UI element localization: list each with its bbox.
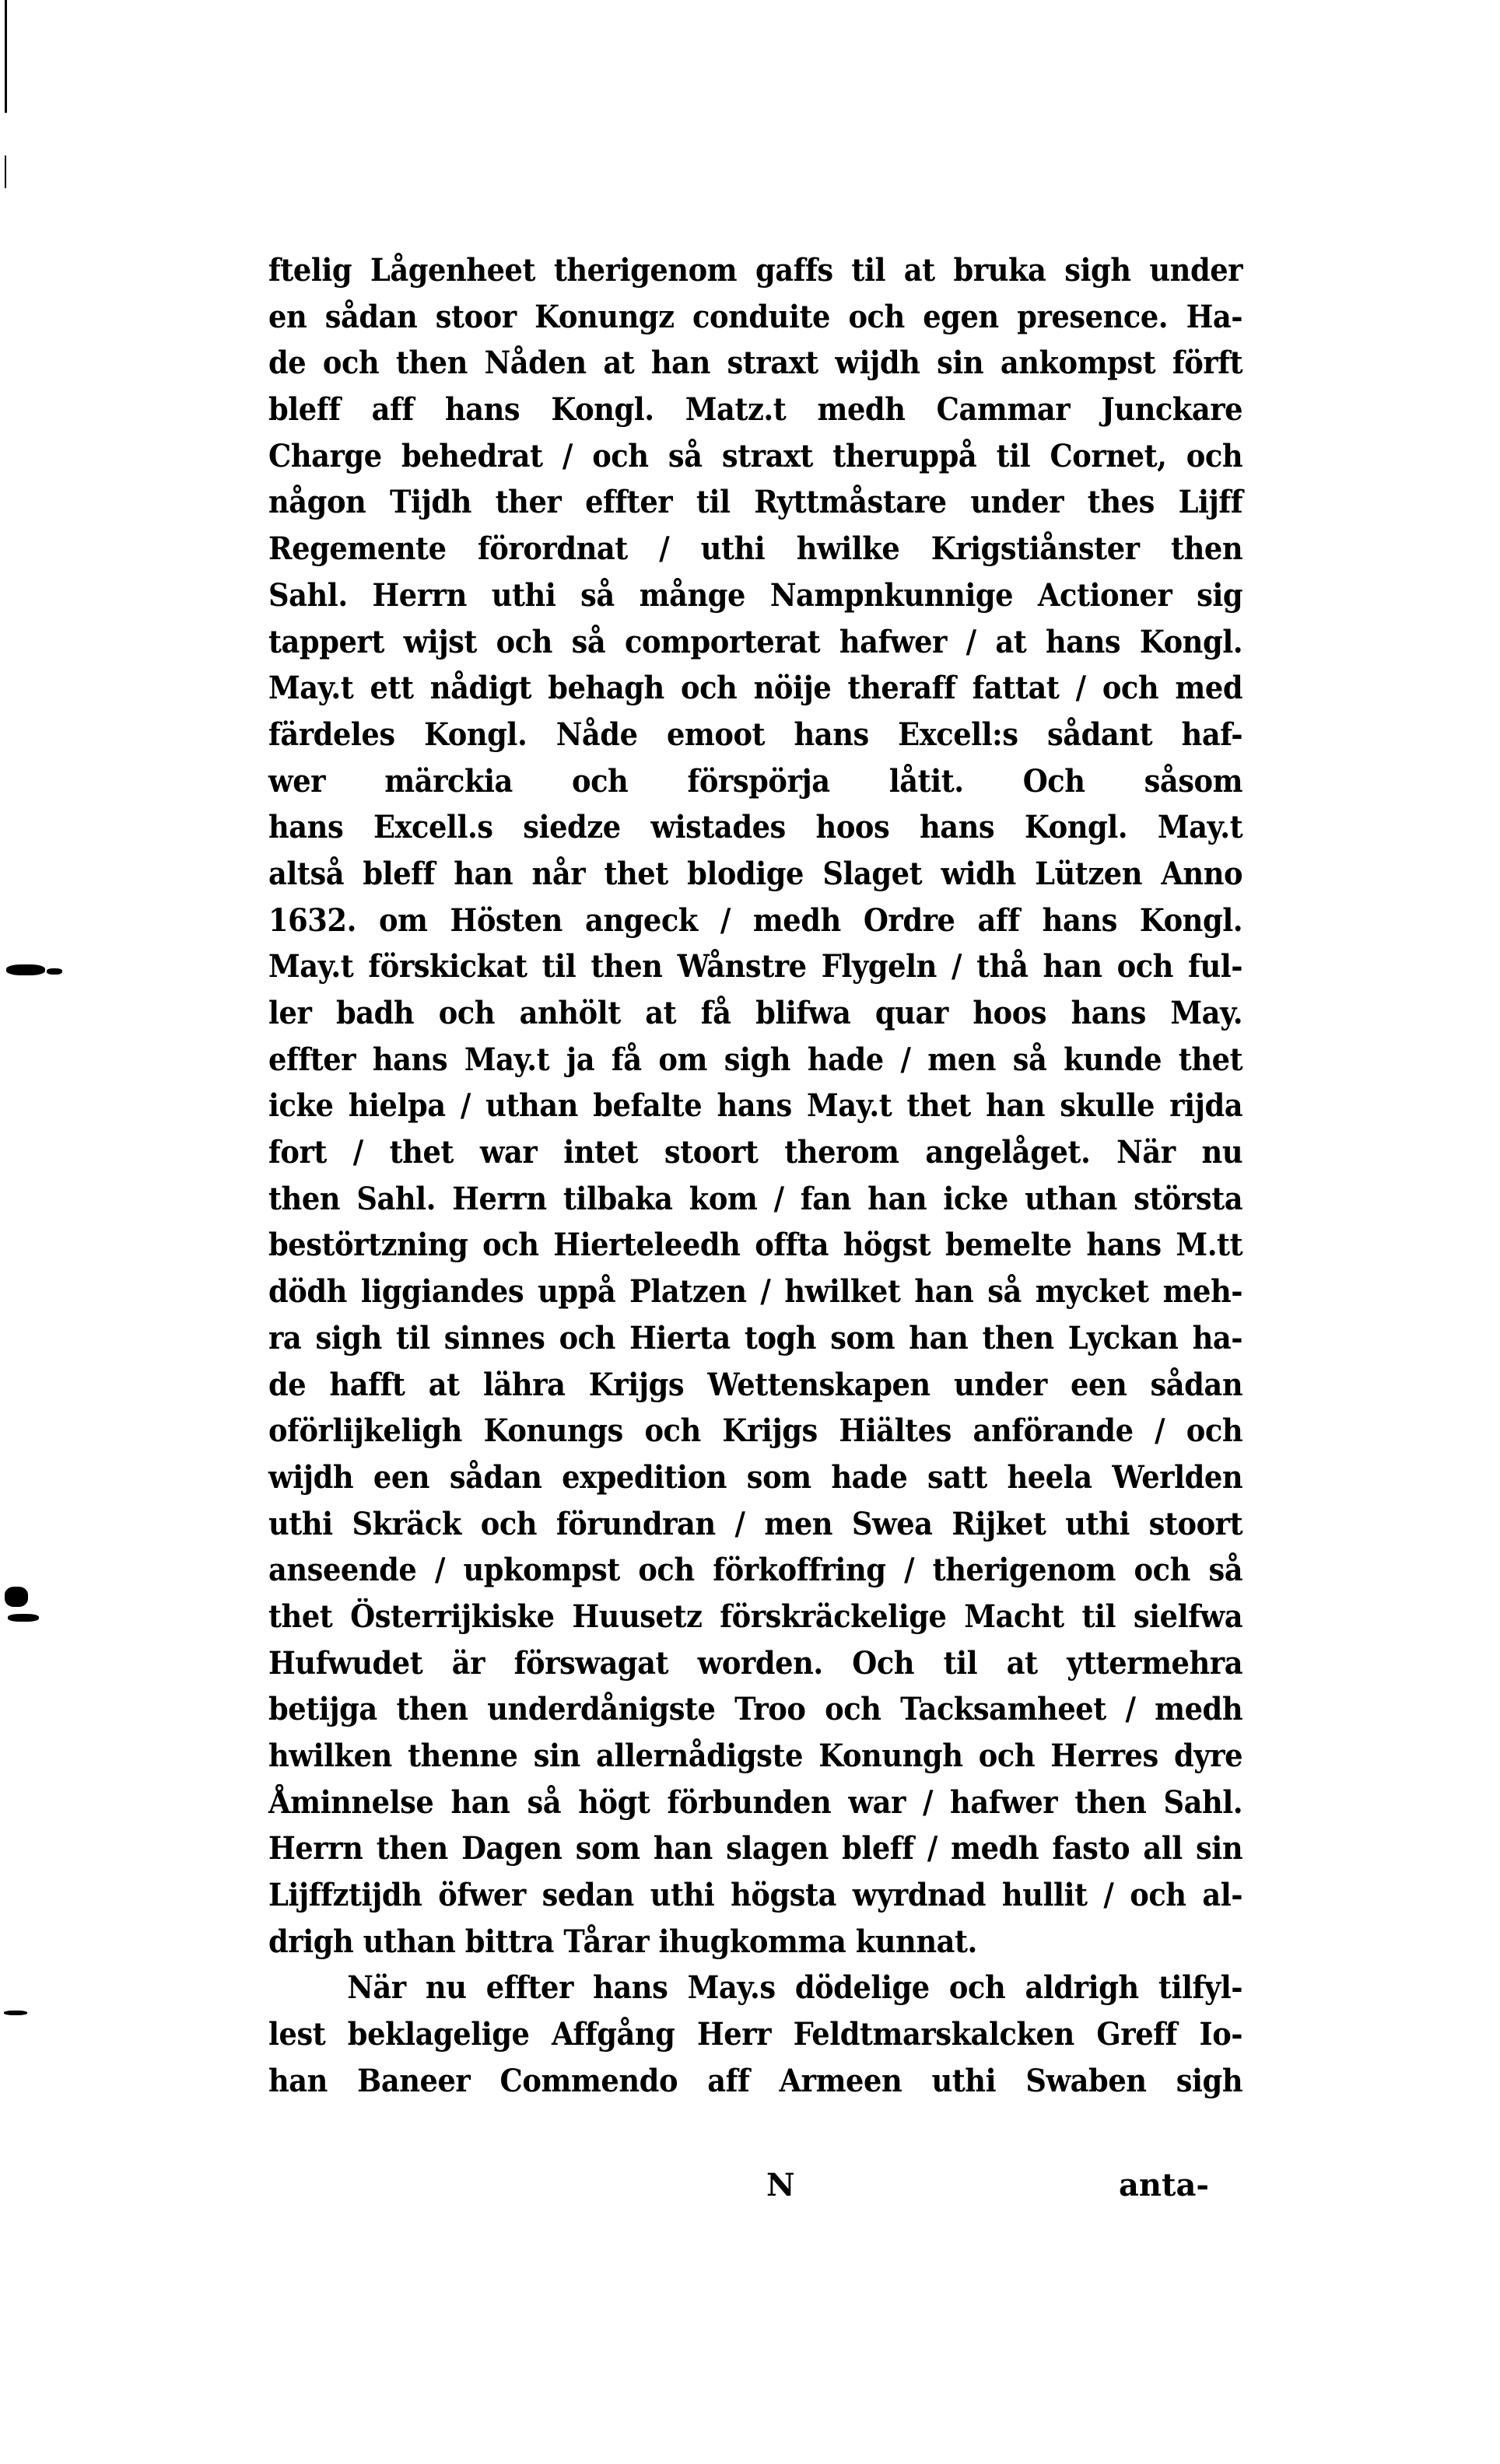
text-line: hwilken thenne sin allernådigste Konungh och Herres dyre <box>268 1738 1243 1774</box>
text-line: 1632. om Hösten angeck / medh Ordre aff hans Kongl. <box>268 901 1243 939</box>
paragraph-start-line: När nu effter hans May.s dödelige och aldrigh tilfyl- <box>347 1969 1243 2007</box>
text-line: Hufwudet är förswagat worden. Och til at yttermehra <box>268 1644 1243 1682</box>
text-line: uthi Skräck och förundran / men Swea Rijket uthi stoort <box>268 1505 1243 1542</box>
text-line: May.t ett nådigt behagh och nöije theraff fattat / och med <box>268 670 1243 707</box>
text-line: Lijffztijdh öfwer sedan uthi högsta wyrdnad hullit / och al- <box>268 1877 1243 1914</box>
scan-smudge <box>5 1587 28 1607</box>
body-text <box>268 247 1242 2105</box>
text-line: ftelig Lågenheet therigenom gaffs til at bruka sigh under <box>268 252 1243 289</box>
text-line: Charge behedrat / och så straxt theruppå til Cornet, och <box>268 437 1243 474</box>
binding-edge-mark <box>5 156 6 188</box>
text-line: Regemente förordnat / uthi hwilke Krigstiånster then <box>268 530 1243 568</box>
text-line: de hafft at lähra Krijgs Wettenskapen under een sådan <box>268 1366 1243 1403</box>
catchword: anta- <box>1119 2167 1209 2203</box>
paragraph-end-line: drigh uthan bittra Tårar ihugkomma kunnat. <box>268 1923 977 1960</box>
text-line: effter hans May.t ja få om sigh hade / men så kunde thet <box>268 1041 1243 1078</box>
text-line: bestörtzning och Hierteleedh offta högst bemelte hans M.tt <box>268 1227 1243 1264</box>
text-line: icke hielpa / uthan befalte hans May.t thet han skulle rijda <box>268 1087 1243 1125</box>
text-line: altså bleff han når thet blodige Slaget widh Lützen Anno <box>268 855 1243 892</box>
text-line: dödh liggiandes uppå Platzen / hwilket han så mycket meh- <box>268 1273 1243 1311</box>
text-line: betijga then underdånigste Troo och Tacksamheet / medh <box>268 1691 1243 1728</box>
text-line: ra sigh til sinnes och Hierta togh som han then Lyckan ha- <box>268 1319 1243 1356</box>
text-line: han Baneer Commendo aff Armeen uthi Swaben sigh <box>268 2062 1243 2099</box>
text-line: Åminnelse han så högt förbunden war / hafwer then Sahl. <box>268 1783 1243 1821</box>
scan-smudge <box>6 964 45 975</box>
text-line: anseende / upkompst och förkoffring / therigenom och så <box>268 1552 1243 1589</box>
text-line: thet Österrijkiske Huusetz förskräckelige Macht til sielfwa <box>268 1598 1243 1635</box>
scan-smudge <box>47 968 62 975</box>
text-line: Herrn then Dagen som han slagen bleff / medh fasto all sin <box>268 1830 1243 1867</box>
text-line: hans Excell.s siedze wistades hoos hans Kongl. May.t <box>268 809 1243 846</box>
text-line: then Sahl. Herrn tilbaka kom / fan han icke uthan största <box>268 1180 1243 1217</box>
binding-edge-mark <box>5 0 7 113</box>
text-line: färdeles Kongl. Nåde emoot hans Excell:s sådant haf- <box>268 716 1243 753</box>
scan-smudge <box>4 2011 27 2015</box>
text-line: de och then Nåden at han straxt wijdh sin ankompst förft <box>268 345 1243 382</box>
signature-mark: N <box>766 2167 795 2203</box>
scan-smudge <box>8 1614 39 1622</box>
text-line: en sådan stoor Konungz conduite och egen presence. Ha- <box>268 298 1243 335</box>
text-line: wer märckia och förspörja låtit. Och såsom <box>268 762 1243 800</box>
text-line: fort / thet war intet stoort therom angelåget. När nu <box>268 1134 1243 1171</box>
text-line: Sahl. Herrn uthi så månge Nampnkunnige Actioner sig <box>268 576 1243 614</box>
text-line: May.t förskickat til then Wånstre Flygeln / thå han och ful- <box>268 948 1243 985</box>
text-line: tappert wijst och så comporterat hafwer / at hans Kongl. <box>268 623 1243 660</box>
text-line: wijdh een sådan expedition som hade satt heela Werlden <box>268 1458 1243 1496</box>
text-line: lest beklagelige Affgång Herr Feldtmarskalcken Greff Io- <box>268 2016 1243 2053</box>
text-line: någon Tijdh ther effter til Ryttmåstare under thes Lijff <box>268 484 1243 521</box>
text-line: ler badh och anhölt at få blifwa quar hoos hans May. <box>268 995 1243 1031</box>
text-line: bleff aff hans Kongl. Matz.t medh Cammar Junckare <box>268 391 1243 429</box>
text-line: oförlijkeligh Konungs och Krijgs Hiältes anförande / och <box>268 1412 1243 1450</box>
